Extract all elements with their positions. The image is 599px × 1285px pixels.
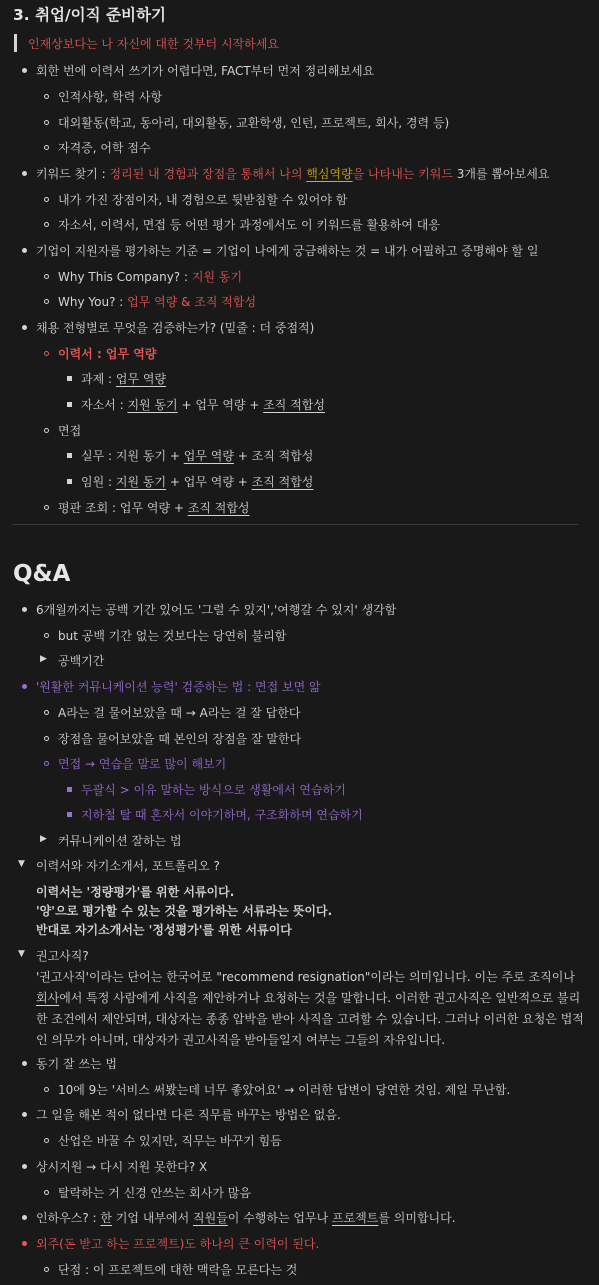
list-item: 지하철 탈 때 혼자서 이야기하며, 구조화하며 연습하기 <box>81 808 363 822</box>
list-item: 산업은 바꿀 수 있지만, 직무는 바꾸기 힘듬 <box>58 1134 282 1148</box>
bullet <box>22 1241 27 1246</box>
toggle-open-icon[interactable]: ▼ <box>18 859 25 869</box>
list-item: 6개월까지는 공백 기간 있어도 '그럴 수 있지','여행갈 수 있지' 생각함 <box>36 603 397 617</box>
bullet <box>67 479 72 484</box>
paragraph: '권고사직'이라는 단어는 한국어로 "recommend resignation"이라는 의미입니다. 이는 주로 조직이나 회사에서 특정 사람에게 사직을 제안하거나 요청하는 것을 말합니다. 이러한 권고사직은 일반적으로 불리한 조건에서 제안되며, 대상자는 종종 압박을 받아 사직을 고려할 수 있습니다. 그러나 이러한 요청은 법적인 의무가 아니며, 대상자가 권고사직을 받아들일지 여부는 그들의 자유입니다. <box>36 970 584 1047</box>
bullet <box>22 607 27 612</box>
bullet <box>22 684 27 689</box>
list-item: 상시지원 → 다시 지원 못한다? X <box>36 1160 208 1174</box>
bullet <box>22 248 27 253</box>
bullet <box>44 94 49 99</box>
list-item: 동기 잘 쓰는 법 <box>36 1057 117 1071</box>
bullet <box>44 633 49 638</box>
list-item: 인하우스? : 한 기업 내부에서 직원들이 수행하는 업무나 프로젝트를 의미합니다. <box>36 1211 456 1225</box>
bullet <box>44 710 49 715</box>
bullet <box>44 1087 49 1092</box>
bullet <box>44 761 49 766</box>
bullet <box>44 120 49 125</box>
bullet <box>22 171 27 176</box>
list-item: A라는 걸 물어보았을 때 → A라는 걸 잘 답한다 <box>58 706 301 720</box>
bullet <box>67 812 72 817</box>
list-item: 장점을 물어보았을 때 본인의 장점을 잘 말한다 <box>58 732 302 746</box>
list-item: 두괄식 > 이유 말하는 방식으로 생활에서 연습하기 <box>81 783 346 797</box>
list-item: 자소서, 이력서, 면접 등 어떤 평가 과정에서도 이 키워드를 활용하여 대응 <box>58 218 440 232</box>
quote-bar <box>14 34 17 52</box>
bullet <box>44 145 49 150</box>
bullet <box>22 1112 27 1117</box>
list-item: 10에 9는 '서비스 써봤는데 너무 좋았어요' → 이러한 답변이 당연한 것임. 제일 무난함. <box>58 1083 511 1097</box>
qa-heading: Q&A <box>13 561 71 587</box>
list-item: 실무 : 지원 동기 + 업무 역량 + 조직 적합성 <box>81 449 314 463</box>
list-item: Why You? : 업무 역량 & 조직 적합성 <box>58 295 257 309</box>
bullet <box>44 197 49 202</box>
bullet <box>44 736 49 741</box>
toggle-arrow-icon[interactable]: ▶ <box>40 654 47 664</box>
divider <box>12 524 578 525</box>
bullet <box>22 1164 27 1169</box>
list-item: 대외활동(학교, 동아리, 대외활동, 교환학생, 인턴, 프로젝트, 회사, 경력 등) <box>58 116 450 130</box>
bullet <box>44 1267 49 1272</box>
bullet <box>44 274 49 279</box>
toggle-label[interactable]: 커뮤니케이션 잘하는 법 <box>58 834 182 848</box>
list-item: 기업이 지원자를 평가하는 기준 = 기업이 나에게 궁금해하는 것 = 내가 어필하고 증명해야 할 일 <box>36 244 539 258</box>
list-item: 임원 : 지원 동기 + 업무 역량 + 조직 적합성 <box>81 475 314 489</box>
list-item: 외주(돈 받고 하는 프로젝트)도 하나의 큰 이력이 된다. <box>36 1237 320 1251</box>
paragraph: 이력서는 '정량평가'를 위한 서류이다. <box>36 885 235 899</box>
list-item: 과제 : 업무 역량 <box>81 372 167 386</box>
list-item: 그 일을 해본 적이 없다면 다른 직무를 바꾸는 방법은 없음. <box>36 1108 341 1122</box>
list-item: '원활한 커뮤니케이션 능력' 검증하는 법 : 면접 보면 앎 <box>36 680 321 694</box>
list-item: 평판 조회 : 업무 역량 + 조직 적합성 <box>58 501 250 515</box>
bullet <box>67 376 72 381</box>
list-item: 면접 → 연습을 말로 많이 해보기 <box>58 757 227 771</box>
list-item: 키워드 찾기 : 정리된 내 경험과 장점을 통해서 나의 핵심역량을 나타내는 키워드 3개를 뽑아보세요 <box>36 167 550 181</box>
bullet <box>22 1061 27 1066</box>
bullet <box>44 1190 49 1195</box>
list-item: 이력서 : 업무 역량 <box>58 347 157 361</box>
list-item: 채용 전형별로 무엇을 검증하는가? (밑줄 : 더 중점적) <box>36 321 315 335</box>
callout-quote: 인재상보다는 나 자신에 대한 것부터 시작하세요 <box>28 37 279 51</box>
bullet <box>22 325 27 330</box>
bullet <box>67 453 72 458</box>
bullet <box>44 222 49 227</box>
list-item: 자소서 : 지원 동기 + 업무 역량 + 조직 적합성 <box>81 398 325 412</box>
list-item: 탈락하는 거 신경 안쓰는 회사가 많음 <box>58 1186 251 1200</box>
toggle-label[interactable]: 공백기간 <box>58 654 105 668</box>
list-item: Why This Company? : 지원 동기 <box>58 270 243 284</box>
list-item: but 공백 기간 없는 것보다는 당연히 불리함 <box>58 629 287 643</box>
bullet <box>44 505 49 510</box>
paragraph: 반대로 자기소개서는 '정성평가'를 위한 서류이다 <box>36 923 292 937</box>
bullet <box>67 787 72 792</box>
bullet <box>67 402 72 407</box>
bullet <box>22 1215 27 1220</box>
bullet <box>22 68 27 73</box>
list-item: 인적사항, 학력 사항 <box>58 90 163 104</box>
list-item: 면접 <box>58 424 82 438</box>
list-item: 단점 : 이 프로젝트에 대한 맥락을 모른다는 것 <box>58 1263 298 1277</box>
list-item: 회한 번에 이력서 쓰기가 어렵다면, FACT부터 먼저 정리해보세요 <box>36 64 375 78</box>
bullet <box>44 299 49 304</box>
list-item: 내가 가진 장점이자, 내 경험으로 뒷받침할 수 있어야 함 <box>58 193 348 207</box>
toggle-label[interactable]: 권고사직? <box>36 949 89 963</box>
toggle-open-icon[interactable]: ▼ <box>18 949 25 959</box>
list-item: 자격증, 어학 점수 <box>58 141 151 155</box>
bullet <box>44 1138 49 1143</box>
bullet <box>44 428 49 433</box>
toggle-arrow-icon[interactable]: ▶ <box>40 834 47 844</box>
toggle-label[interactable]: 이력서와 자기소개서, 포트폴리오 ? <box>36 859 220 873</box>
section-heading: 3. 취업/이직 준비하기 <box>13 6 166 24</box>
bullet <box>44 351 49 356</box>
paragraph: '양'으로 평가할 수 있는 것을 평가하는 서류라는 뜻이다. <box>36 904 333 918</box>
